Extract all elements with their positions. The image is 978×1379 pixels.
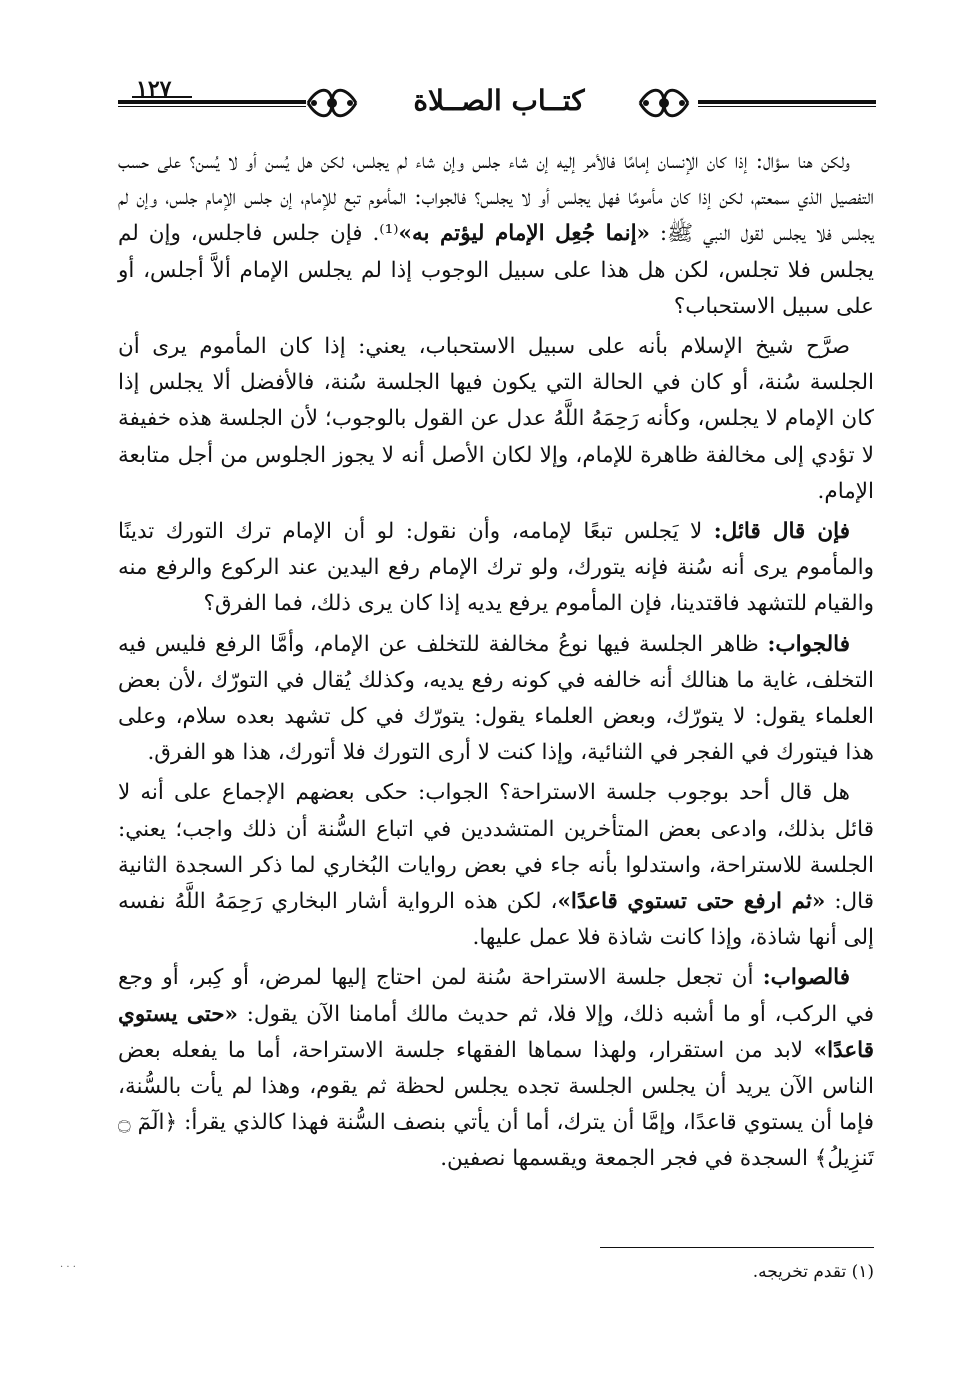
text-run: ، لكن هذه الرواية أشار البخاري رَحِمَهُ اللَّهُ نفسه إلى أنها شاذة، وإذا كانت شاذة فلا عمل عليها. xyxy=(118,889,874,951)
page-number: ١٢٧ xyxy=(136,76,172,102)
question-lead: فإن قال قائل: xyxy=(713,519,850,545)
paragraph xyxy=(118,514,874,623)
paragraph xyxy=(118,144,874,325)
footnote: (١) تقدم تخريجه. xyxy=(752,1262,874,1282)
text-run: ظاهر الجلسة فيها نوعُ مخالفة للتخلف عن الإمام، وأمَّا الرفع فليس فيه التخلف، غاية ما هنالك أنه خالفه في كونه رفع يديه، وكذلك يُقال في التورّك ،لأن بعض العلماء يقول: لا يتورّك، وبعض العلماء يقول: يتورّك في كل تشهد بعده سلام، وعلى هذا فيتورك في الفجر في الثنائية، وإذا كنت لا أرى التورك فلا أتورك، هذا هو الفرق. xyxy=(118,631,874,766)
text-run: صرَّح شيخ الإسلام بأنه على سبيل الاستحباب، يعني: إذا كان المأموم يرى أن الجلسة سُنة، أو كان في الحالة التي يكون فيها الجلسة سُنة، فالأفضل ألا يجلس إذا كان الإمام لا يجلس، وكأنه رَحِمَهُ اللَّهُ عدل عن القول بالوجوب؛ لأن الجلسة هذه خفيفة لا تؤدي إلى مخالفة ظاهرة للإمام، وإلا لكان الأصل أنه لا يجوز الجلوس من أجل متابعة الإمام. xyxy=(118,334,874,504)
paragraph xyxy=(118,960,874,1177)
text-run: ⁽¹⁾. فإن جلس فاجلس، وإن لم يجلس فلا تجلس، لكن هل هذا على سبيل الوجوب إذا لم يجلس الإمام ألاَّ أجلس، أو على سبيل الاستحباب؟ xyxy=(118,221,874,319)
scan-specks: · · · xyxy=(60,1262,76,1273)
footnote-separator xyxy=(600,1247,874,1248)
body-text xyxy=(118,144,874,1182)
book-title: كتــاب الصــلاة xyxy=(413,84,585,117)
hadith-quote: «حتى يستوي قاعدًا» xyxy=(118,1001,874,1063)
text-run: ولكن هنا سؤال: إذا كان الإنسان إمامًا فالأمر إليه إن شاء جلس وإن شاء لم يجلس، لكن هل يُسن أو لا يُسن؟ على حسب التفصيل الذي سمعتم، لكن إذا كان مأمومًا فهل يجلس أو لا يجلس؟ فالجواب: المأموم تبع للإمام، إن جلس الإمام جلس، وإن لم يجلس فلا يجلس لقول النبي ﷺ: xyxy=(118,149,874,247)
ornament-left-icon xyxy=(304,80,360,126)
text-run: لابد من استقرار، ولهذا سماها الفقهاء جلسة الاستراحة، أما ما يفعله بعض الناس الآن يريد أن يجلس الجلسة تجده يجلس لحظة ثم يقوم، وهذا لم يأت بالسُّنة، فإما أن يستوي قاعدًا، وإمَّا أن يترك، أما أن يأتي بنصف السُّنة فهذا كالذي يقرأ: ﴿الٓمٓ ۝ تَنزِيلُ﴾ السجدة في فجر الجمعة ويقسمها نصفين. xyxy=(118,1037,874,1172)
hadith-quote: «ثم ارفع حتى تستوي قاعدًا» xyxy=(557,889,826,915)
paragraph xyxy=(118,329,874,510)
text-run: لا يَجلس تبعًا لإمامه، وأن نقول: لو أن الإمام ترك التورك تدينًا والمأموم يرى أنه سُنة فإنه يتورك، ولو ترك الإمام رفع اليدين عند الركوع والرفع منه والقيام للتشهد فاقتدينا، فإن المأموم يرفع يديه إذا كان يرى ذلك، فما الفرق؟ xyxy=(118,519,874,617)
ornament-right-icon xyxy=(636,80,692,126)
hadith-quote: «إنما جُعِل الإمام ليؤتم به» xyxy=(398,221,650,247)
header-rule-right xyxy=(698,100,876,107)
answer-lead: فالجواب: xyxy=(767,631,850,657)
text-run: أن تجعل جلسة الاستراحة سُنة لمن احتاج إليها لمرض، أو كِبر، أو وجع في الركب، أو ما أشبه ذلك، وإلا فلا، ثم حديث مالك أمامنا الآن يقول: xyxy=(118,965,874,1027)
page-header xyxy=(118,76,876,126)
paragraph xyxy=(118,627,874,772)
text-run: هل قال أحد بوجوب جلسة الاستراحة؟ الجواب: حكى بعضهم الإجماع على أنه لا قائل بذلك، وادعى بعض المتأخرين المتشددين في اتباع السُّنة أن ذلك واجب؛ يعني: الجلسة للاستراحة، واستدلوا بأنه جاء في بعض روايات البُخاري لما ذكر السجدة الثانية قال: xyxy=(118,780,875,915)
conclusion-lead: فالصواب: xyxy=(762,965,850,991)
paragraph xyxy=(118,775,874,956)
